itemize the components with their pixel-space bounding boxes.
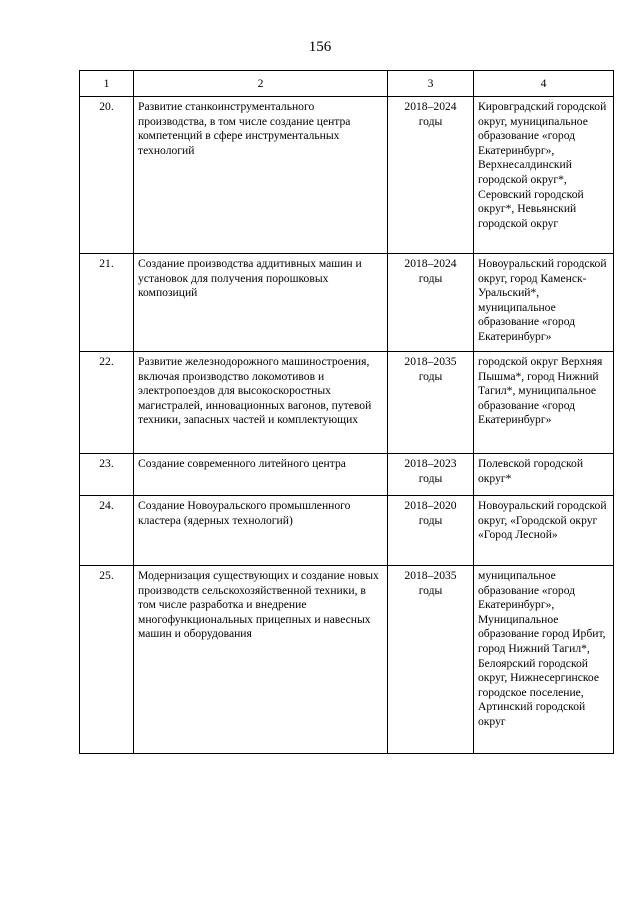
table-header: [80, 71, 614, 97]
column-header-1: 1: [80, 71, 134, 97]
page-number: 156: [308, 39, 332, 55]
row-number: 21.: [80, 254, 134, 352]
table-row: [80, 566, 614, 754]
project-years: 2018–2024 годы: [388, 254, 474, 352]
column-header-3: 3: [388, 71, 474, 97]
column-header-2: 2: [134, 71, 388, 97]
project-territory: городской округ Верхняя Пышма*, город Нижний Тагил*, муниципальное образование «город Екатеринбург»: [474, 352, 614, 454]
table-row: [80, 97, 614, 254]
project-name: Создание производства аддитивных машин и установок для получения порошковых композиций: [134, 254, 388, 352]
table-row: [80, 254, 614, 352]
project-name: Модернизация существующих и создание новых производств сельскохозяйственной техники, в том числе разработка и внедрение многофункциональных прицепных и навесных машин и оборудования: [134, 566, 388, 754]
project-territory: муниципальное образование «город Екатеринбург», Муниципальное образование город Ирбит, город Нижний Тагил*, Белоярский городской округ, Нижнесергинское городское поселение, Артинский городской округ: [474, 566, 614, 754]
row-number: 20.: [80, 97, 134, 254]
table-row: [80, 496, 614, 566]
project-name: Создание современного литейного центра: [134, 454, 388, 496]
header-row: [80, 71, 614, 97]
project-territory: Новоуральский городской округ, «Городской округ «Город Лесной»: [474, 496, 614, 566]
row-number: 22.: [80, 352, 134, 454]
project-name: Создание Новоуральского промышленного кластера (ядерных технологий): [134, 496, 388, 566]
row-number: 23.: [80, 454, 134, 496]
project-territory: Полевской городской округ*: [474, 454, 614, 496]
project-name: Развитие станкоинструментального производства, в том числе создание центра компетенций в сфере инструментальных технологий: [134, 97, 388, 254]
table-row: [80, 352, 614, 454]
project-years: 2018–2024 годы: [388, 97, 474, 254]
document-table: [79, 70, 614, 754]
column-header-4: 4: [474, 71, 614, 97]
project-territory: Новоуральский городской округ, город Каменск-Уральский*, муниципальное образование «город Екатеринбург»: [474, 254, 614, 352]
table-row: [80, 454, 614, 496]
table-body: [80, 97, 614, 754]
project-years: 2018–2023 годы: [388, 454, 474, 496]
project-name: Развитие железнодорожного машиностроения, включая производство локомотивов и электропоездов для высокоскоростных магистралей, инновационных вагонов, путевой техники, запасных частей и комплектующих: [134, 352, 388, 454]
row-number: 25.: [80, 566, 134, 754]
project-years: 2018–2035 годы: [388, 566, 474, 754]
project-territory: Кировградский городской округ, муниципальное образование «город Екатеринбург», Верхнесалдинский городской округ*, Серовский городской округ*, Невьянский городской округ: [474, 97, 614, 254]
project-years: 2018–2020 годы: [388, 496, 474, 566]
row-number: 24.: [80, 496, 134, 566]
project-years: 2018–2035 годы: [388, 352, 474, 454]
